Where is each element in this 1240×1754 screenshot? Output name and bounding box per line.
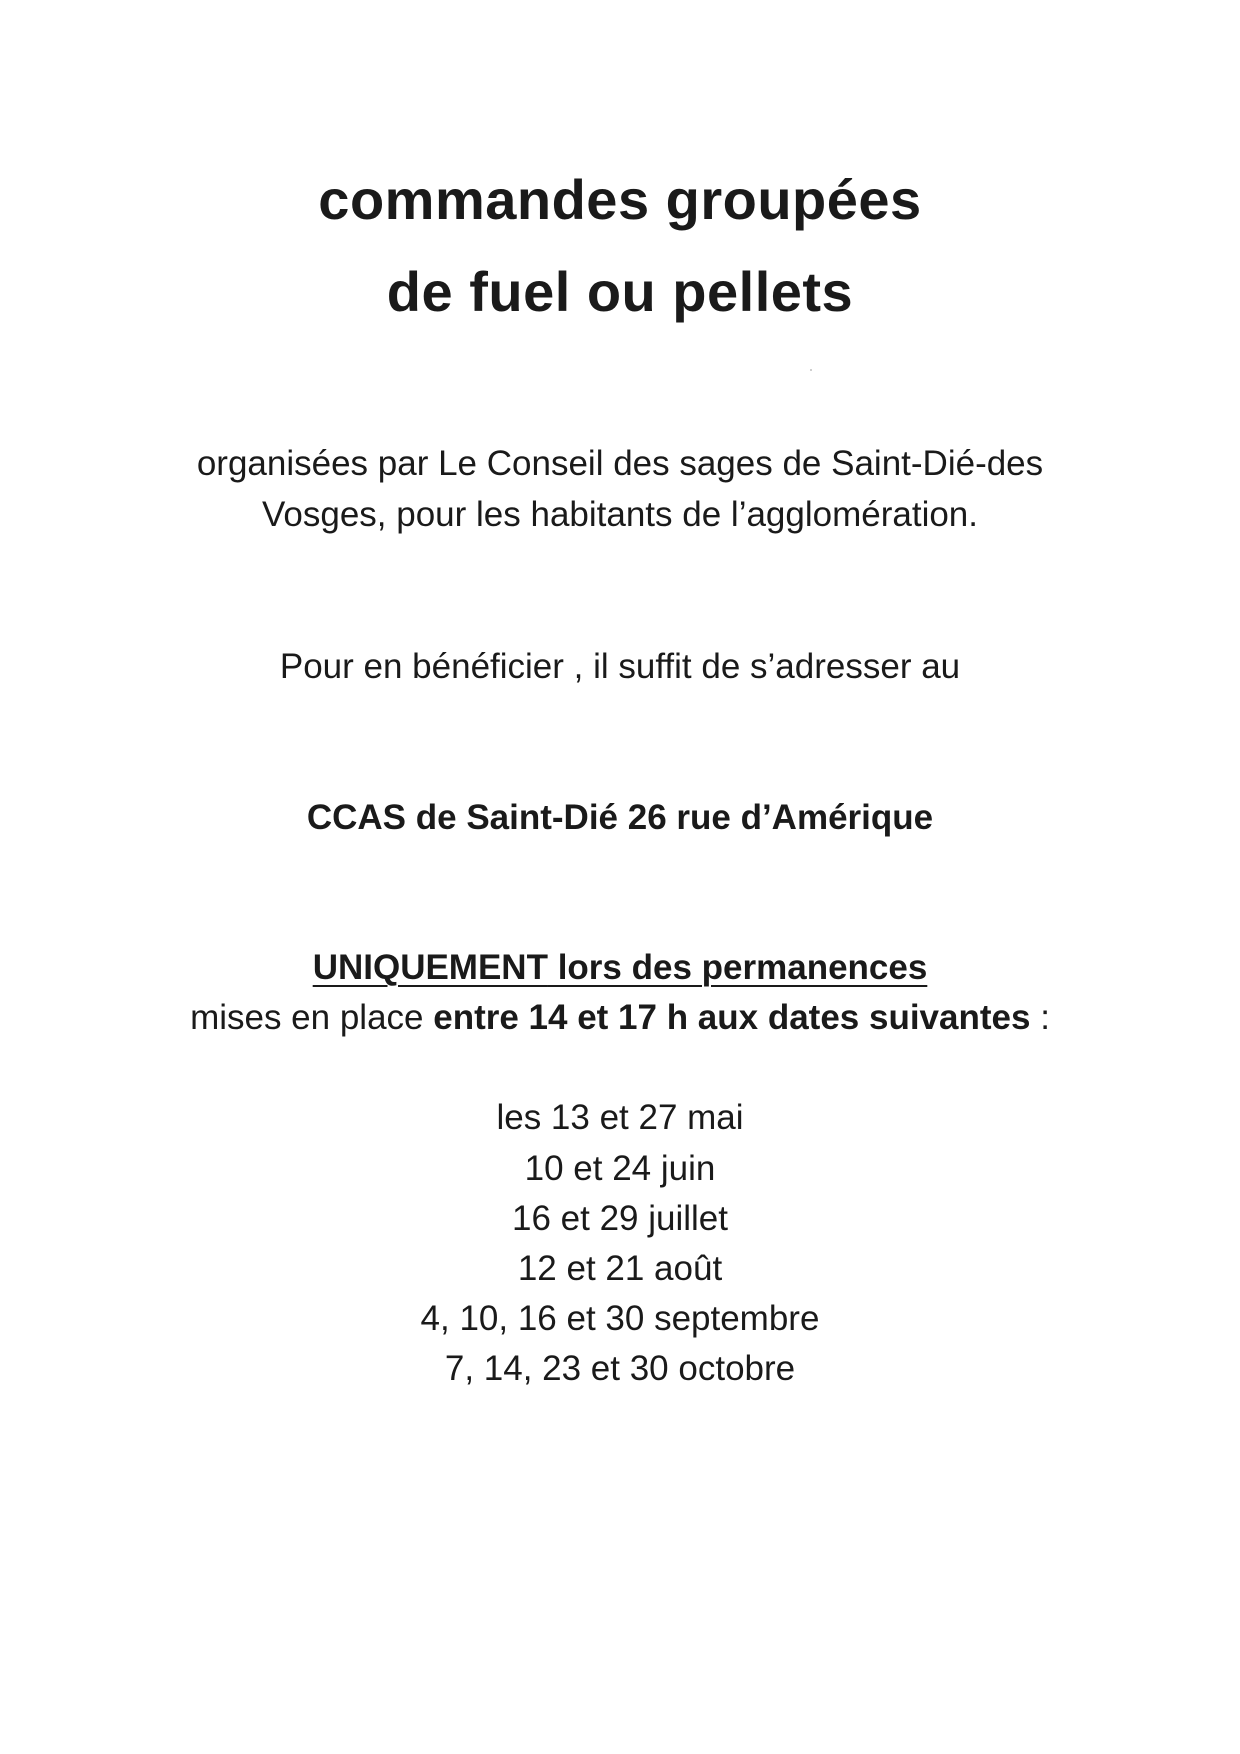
lors-des-permanences: lors des permanences [547, 948, 928, 987]
title-line-2: de fuel ou pellets [386, 260, 854, 323]
date-line: les 13 et 27 mai [496, 1098, 744, 1137]
date-line: 12 et 21 août [517, 1249, 723, 1288]
date-line: 10 et 24 juin [524, 1149, 716, 1188]
uniquement-underlined: UNIQUEMENT [312, 948, 548, 987]
permanences-hours-line [0, 992, 1240, 1043]
address-text: CCAS de Saint-Dié 26 rue d’Amérique [306, 798, 934, 837]
mises-en-place: mises en place [190, 998, 434, 1037]
date-line: 7, 14, 23 et 30 octobre [444, 1349, 796, 1388]
organizers-line-1: organisées par Le Conseil des sages de Saint-Dié-des [196, 444, 1044, 483]
date-line: 4, 10, 16 et 30 septembre [420, 1299, 820, 1338]
hours-colon: : [1030, 998, 1050, 1037]
benefit-text: Pour en bénéficier , il suffit de s’adresser au [279, 647, 961, 686]
permanences-heading [0, 942, 1240, 993]
date-line: 16 et 29 juillet [512, 1199, 728, 1238]
title-line-1: commandes groupées [318, 168, 922, 231]
organizers-line-2: Vosges, pour les habitants de l’agglomération. [261, 495, 978, 534]
hours-bold: entre 14 et 17 h aux dates suivantes [433, 998, 1031, 1037]
scan-speck [810, 369, 812, 371]
